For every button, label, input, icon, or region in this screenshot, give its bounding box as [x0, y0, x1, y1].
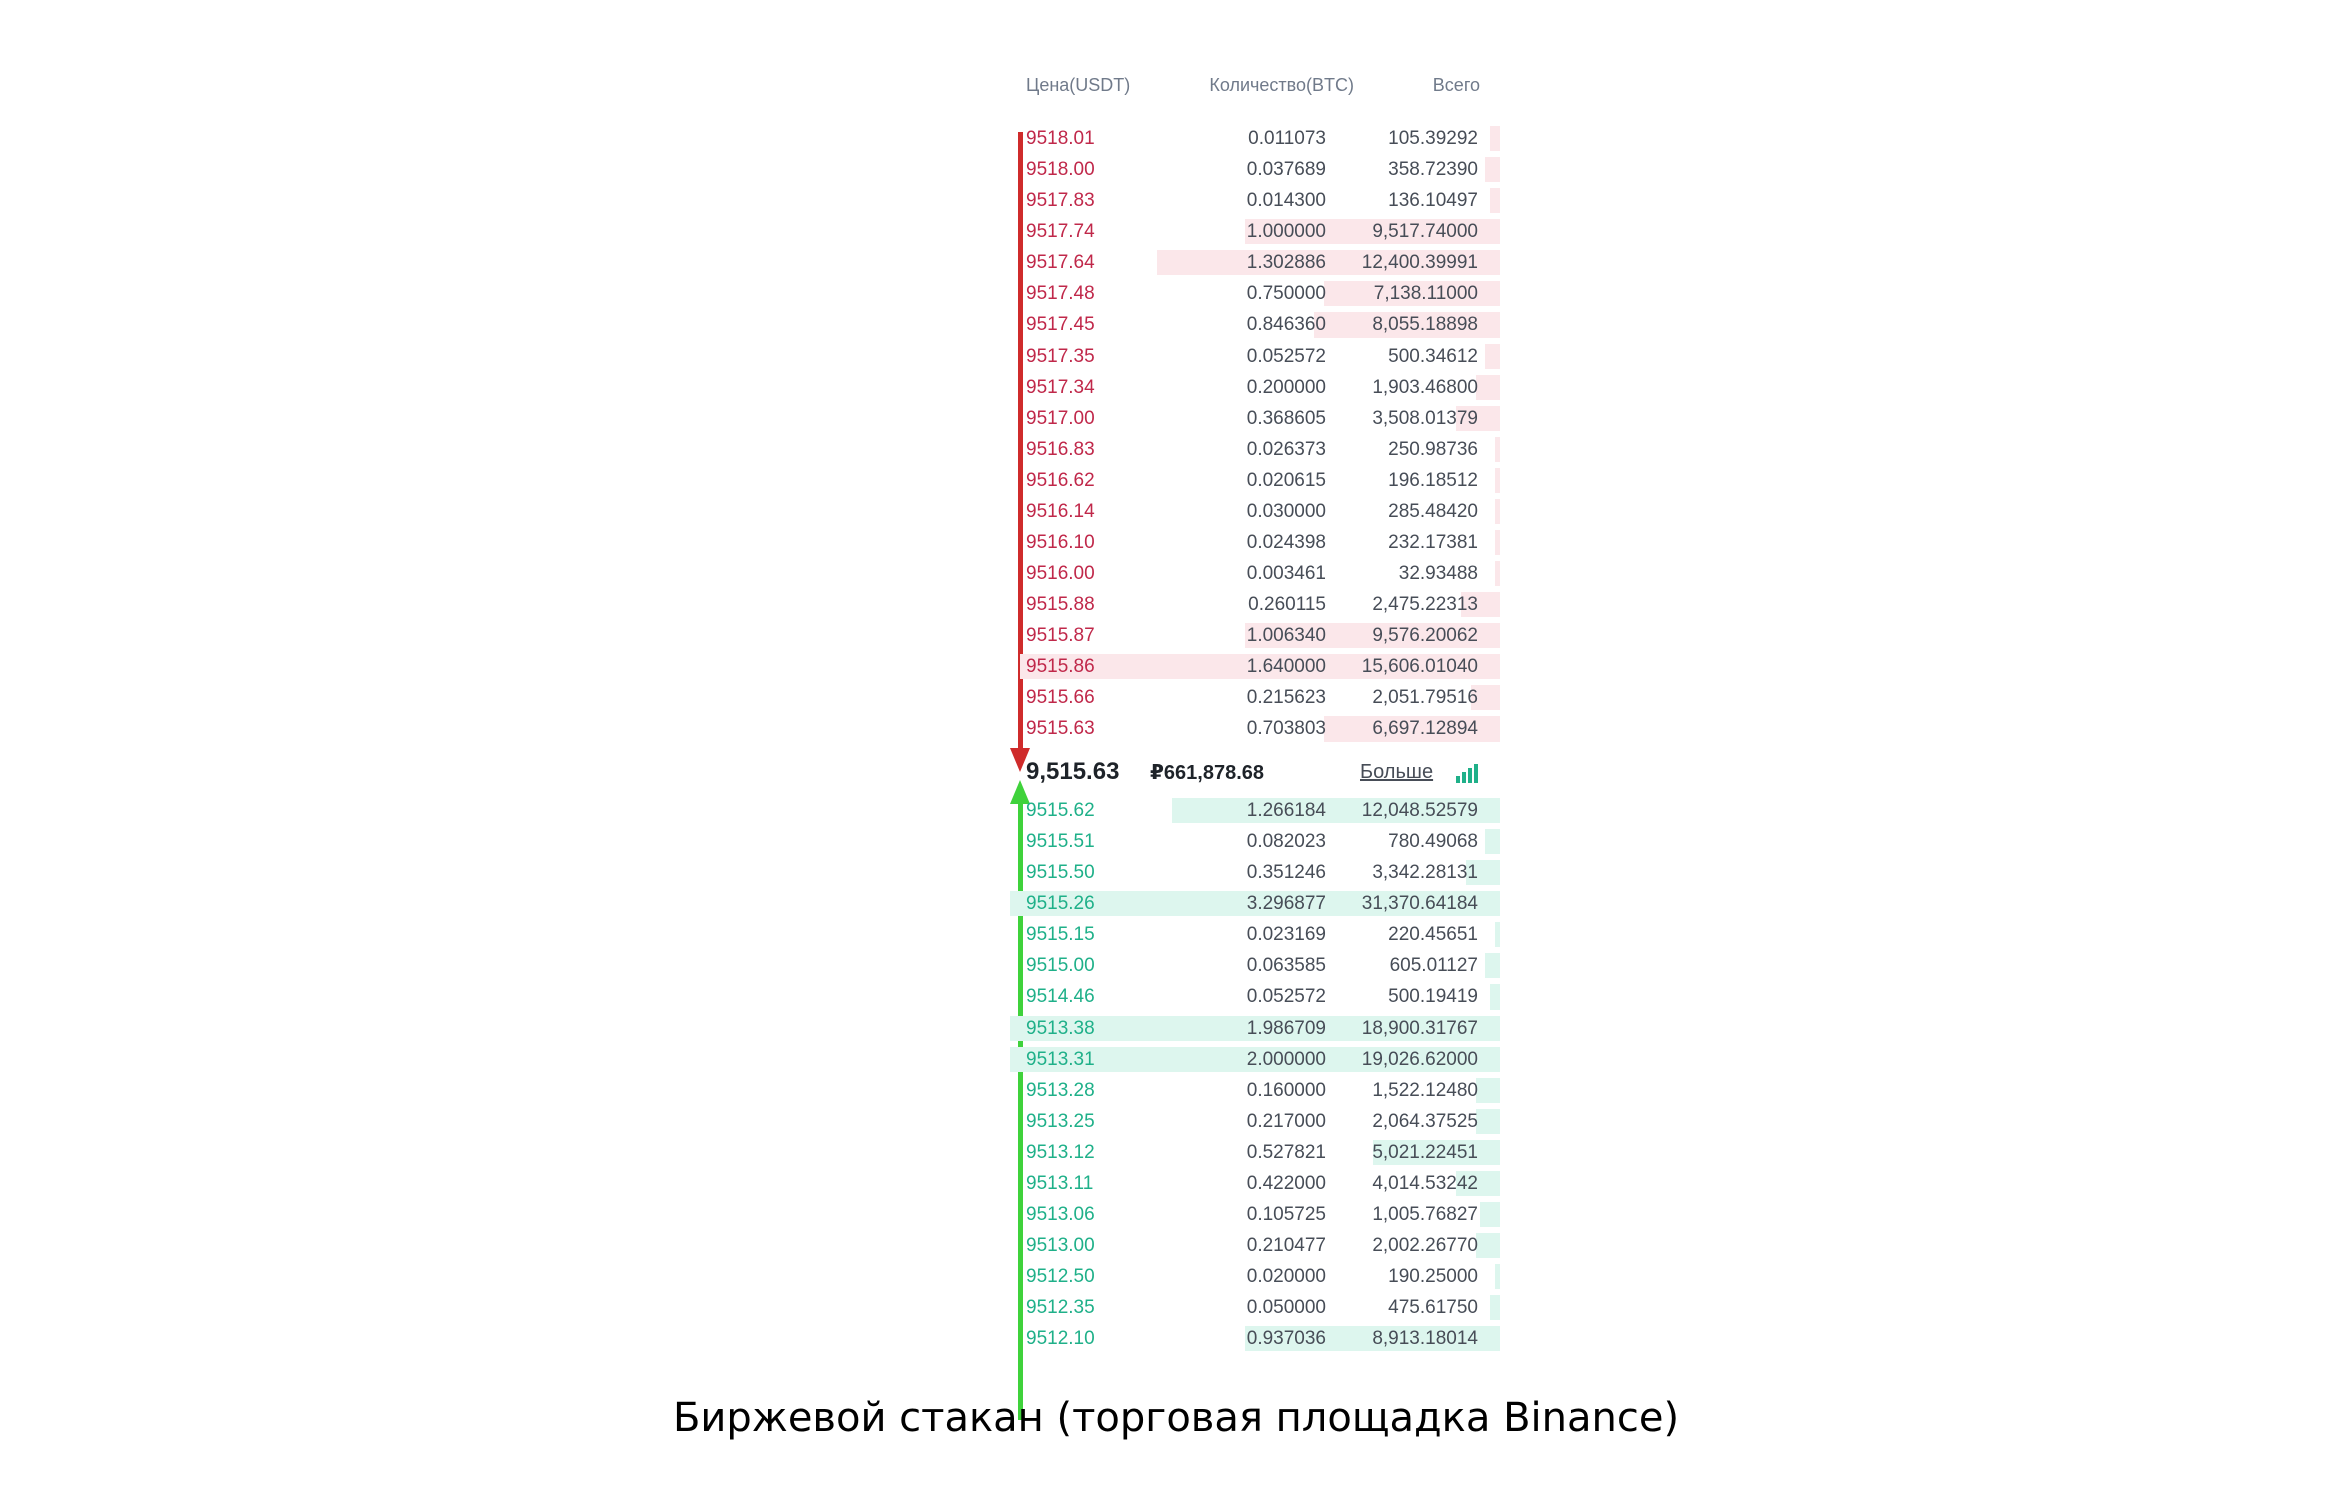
total-cell: 358.72390 — [1388, 159, 1478, 181]
depth-bar — [1490, 188, 1500, 213]
price-cell: 9515.87 — [1026, 625, 1095, 647]
ask-row[interactable] — [1010, 309, 1500, 340]
quantity-cell: 2.000000 — [1246, 1048, 1326, 1070]
total-cell: 500.34612 — [1388, 345, 1478, 367]
quantity-cell: 0.750000 — [1246, 283, 1326, 305]
ask-row[interactable] — [1010, 527, 1500, 558]
quantity-cell: 3.296877 — [1246, 893, 1326, 915]
quantity-cell: 0.026373 — [1246, 438, 1326, 460]
price-cell: 9515.63 — [1026, 718, 1095, 740]
price-cell: 9513.00 — [1026, 1235, 1095, 1257]
depth-bar — [1476, 1233, 1501, 1258]
price-cell: 9517.74 — [1026, 221, 1095, 243]
bid-row[interactable] — [1010, 1168, 1500, 1199]
ask-row[interactable] — [1010, 558, 1500, 589]
quantity-cell: 1.302886 — [1246, 252, 1326, 274]
last-price: 9,515.63 — [1026, 758, 1120, 785]
price-cell: 9515.88 — [1026, 594, 1095, 616]
total-cell: 32.93488 — [1398, 563, 1478, 585]
quantity-cell: 0.703803 — [1246, 718, 1326, 740]
price-cell: 9515.26 — [1026, 893, 1095, 915]
total-cell: 1,005.76827 — [1372, 1204, 1478, 1226]
quantity-cell: 0.052572 — [1246, 986, 1326, 1008]
price-cell: 9515.62 — [1026, 800, 1095, 821]
price-cell: 9514.46 — [1026, 986, 1095, 1008]
depth-bar — [1480, 1202, 1500, 1227]
last-price-rub: ₽661,878.68 — [1150, 762, 1265, 784]
quantity-cell: 0.003461 — [1246, 563, 1326, 585]
total-cell: 6,697.12894 — [1372, 718, 1478, 740]
bid-row[interactable] — [1010, 795, 1500, 826]
total-cell: 2,475.22313 — [1372, 594, 1478, 616]
total-cell: 196.18512 — [1388, 469, 1478, 491]
total-cell: 15,606.01040 — [1361, 656, 1478, 678]
quantity-cell: 1.000000 — [1246, 221, 1326, 243]
total-cell: 220.45651 — [1388, 924, 1478, 946]
total-cell: 4,014.53242 — [1372, 1172, 1478, 1194]
ask-row[interactable] — [1010, 216, 1500, 247]
quantity-cell: 0.063585 — [1246, 955, 1326, 977]
price-cell: 9515.00 — [1026, 955, 1095, 977]
quantity-cell: 1.266184 — [1246, 800, 1326, 821]
ask-row[interactable] — [1010, 713, 1500, 744]
depth-bar — [1495, 468, 1500, 493]
total-cell: 2,064.37525 — [1372, 1110, 1478, 1132]
total-column-header: Всего — [1432, 75, 1480, 95]
price-cell: 9518.00 — [1026, 159, 1095, 181]
depth-bar — [1476, 375, 1501, 400]
quantity-cell: 0.050000 — [1246, 1297, 1326, 1319]
price-cell: 9517.00 — [1026, 407, 1095, 429]
ask-row[interactable] — [1010, 278, 1500, 309]
ask-row[interactable] — [1010, 620, 1500, 651]
bid-row[interactable] — [1010, 857, 1500, 888]
bid-row[interactable] — [1010, 1199, 1500, 1230]
quantity-cell: 0.215623 — [1246, 687, 1326, 709]
total-cell: 605.01127 — [1389, 955, 1478, 977]
price-cell: 9516.00 — [1026, 563, 1095, 585]
price-cell: 9513.31 — [1026, 1048, 1095, 1070]
price-cell: 9517.64 — [1026, 252, 1095, 274]
bid-row[interactable] — [1010, 1323, 1500, 1354]
depth-bar — [1495, 499, 1500, 524]
signal-bars-icon — [1456, 763, 1482, 783]
quantity-cell: 0.082023 — [1246, 831, 1326, 853]
total-cell: 475.61750 — [1388, 1297, 1478, 1319]
bid-row[interactable] — [1010, 1137, 1500, 1168]
bid-row[interactable] — [1010, 1075, 1500, 1106]
price-cell: 9513.38 — [1026, 1017, 1095, 1039]
price-cell: 9516.83 — [1026, 438, 1095, 460]
price-cell: 9515.66 — [1026, 687, 1095, 709]
ask-row[interactable] — [1010, 403, 1500, 434]
depth-bar — [1485, 344, 1500, 369]
total-cell: 9,517.74000 — [1372, 221, 1478, 243]
total-cell: 232.17381 — [1388, 532, 1478, 554]
total-cell: 8,055.18898 — [1372, 314, 1478, 336]
bid-row[interactable] — [1010, 1230, 1500, 1261]
depth-bar — [1490, 984, 1500, 1009]
price-cell: 9513.12 — [1026, 1141, 1095, 1163]
price-cell: 9517.35 — [1026, 345, 1095, 367]
depth-bar — [1495, 1264, 1500, 1289]
bids-list — [1010, 795, 1500, 1354]
price-cell: 9517.48 — [1026, 283, 1095, 305]
bid-row[interactable] — [1010, 1106, 1500, 1137]
price-cell: 9515.86 — [1026, 656, 1095, 678]
order-book-header — [1010, 75, 1500, 105]
bid-row[interactable] — [1010, 1013, 1500, 1044]
bid-row[interactable] — [1010, 1292, 1500, 1323]
more-link[interactable]: Больше — [1360, 761, 1434, 783]
total-cell: 7,138.11000 — [1373, 283, 1478, 305]
total-cell: 31,370.64184 — [1361, 893, 1478, 915]
quantity-cell: 0.020615 — [1246, 469, 1326, 491]
price-cell: 9515.51 — [1026, 831, 1095, 853]
price-cell: 9515.50 — [1026, 862, 1095, 884]
total-cell: 780.49068 — [1388, 831, 1478, 853]
bid-row[interactable] — [1010, 950, 1500, 981]
ask-row[interactable] — [1010, 341, 1500, 372]
quantity-cell: 0.037689 — [1246, 159, 1326, 181]
depth-bar — [1495, 437, 1500, 462]
quantity-cell: 0.024398 — [1246, 532, 1326, 554]
ask-row[interactable] — [1010, 154, 1500, 185]
asks-list — [1010, 123, 1500, 745]
quantity-cell: 0.422000 — [1246, 1172, 1326, 1194]
total-cell: 285.48420 — [1388, 500, 1478, 522]
price-cell: 9517.34 — [1026, 376, 1095, 398]
total-cell: 12,400.39991 — [1361, 252, 1478, 274]
total-cell: 500.19419 — [1388, 986, 1478, 1008]
price-cell: 9517.45 — [1026, 314, 1095, 336]
ask-row[interactable] — [1010, 589, 1500, 620]
ask-row[interactable] — [1010, 123, 1500, 154]
ask-row[interactable] — [1010, 185, 1500, 216]
ask-row[interactable] — [1010, 465, 1500, 496]
depth-bar — [1495, 922, 1500, 947]
ask-row[interactable] — [1010, 372, 1500, 403]
bid-row[interactable] — [1010, 826, 1500, 857]
depth-bar — [1490, 1295, 1500, 1320]
quantity-cell: 0.527821 — [1246, 1141, 1326, 1163]
bid-row[interactable] — [1010, 981, 1500, 1012]
price-cell: 9516.14 — [1026, 500, 1095, 522]
depth-bar — [1495, 530, 1500, 555]
depth-bar — [1485, 157, 1500, 182]
total-cell: 1,522.12480 — [1372, 1079, 1478, 1101]
figure-caption: Биржевой стакан (торговая площадка Binance) — [672, 1395, 1680, 1441]
price-cell: 9516.10 — [1026, 532, 1095, 554]
total-cell: 9,576.20062 — [1372, 625, 1478, 647]
ask-row[interactable] — [1010, 434, 1500, 465]
depth-bar — [1485, 829, 1500, 854]
total-cell: 136.10497 — [1388, 190, 1478, 212]
quantity-cell: 0.052572 — [1246, 345, 1326, 367]
quantity-cell: 0.846360 — [1246, 314, 1326, 336]
quantity-cell: 1.006340 — [1246, 625, 1326, 647]
quantity-cell: 0.160000 — [1246, 1079, 1326, 1101]
ask-row[interactable] — [1010, 651, 1500, 682]
total-cell: 1,903.46800 — [1372, 376, 1478, 398]
bid-row[interactable] — [1010, 919, 1500, 950]
total-cell: 2,002.26770 — [1372, 1235, 1478, 1257]
price-cell: 9512.50 — [1026, 1266, 1095, 1288]
price-cell: 9513.11 — [1026, 1172, 1094, 1194]
price-column-header: Цена(USDT) — [1026, 75, 1131, 95]
ask-row[interactable] — [1010, 682, 1500, 713]
quantity-column-header: Количество(BTC) — [1209, 75, 1354, 95]
total-cell: 105.39292 — [1388, 128, 1478, 149]
bid-row[interactable] — [1010, 1044, 1500, 1075]
price-cell: 9516.62 — [1026, 469, 1095, 491]
quantity-cell: 0.014300 — [1246, 190, 1326, 212]
quantity-cell: 0.937036 — [1246, 1328, 1326, 1350]
price-cell: 9517.83 — [1026, 190, 1095, 212]
total-cell: 18,900.31767 — [1361, 1017, 1478, 1039]
quantity-cell: 0.217000 — [1246, 1110, 1326, 1132]
price-cell: 9513.25 — [1026, 1110, 1095, 1132]
quantity-cell: 0.011073 — [1248, 128, 1326, 149]
total-cell: 5,021.22451 — [1372, 1141, 1478, 1163]
quantity-cell: 0.368605 — [1246, 407, 1326, 429]
total-cell: 190.25000 — [1388, 1266, 1478, 1288]
total-cell: 250.98736 — [1388, 438, 1478, 460]
quantity-cell: 0.030000 — [1246, 500, 1326, 522]
depth-bar — [1495, 561, 1500, 586]
quantity-cell: 0.105725 — [1246, 1204, 1326, 1226]
quantity-cell: 1.986709 — [1246, 1017, 1326, 1039]
depth-bar — [1490, 126, 1500, 151]
depth-bar — [1485, 953, 1500, 978]
ask-row[interactable] — [1010, 247, 1500, 278]
price-cell: 9513.28 — [1026, 1079, 1095, 1101]
price-cell: 9512.10 — [1026, 1328, 1095, 1350]
depth-bar — [1476, 1078, 1501, 1103]
depth-bar — [1476, 1109, 1501, 1134]
total-cell: 2,051.79516 — [1372, 687, 1478, 709]
quantity-cell: 0.351246 — [1246, 862, 1326, 884]
total-cell: 19,026.62000 — [1361, 1048, 1478, 1070]
quantity-cell: 0.200000 — [1246, 376, 1326, 398]
order-book — [1010, 60, 1500, 1360]
quantity-cell: 0.020000 — [1246, 1266, 1326, 1288]
price-cell: 9513.06 — [1026, 1204, 1095, 1226]
ask-row[interactable] — [1010, 496, 1500, 527]
quantity-cell: 0.023169 — [1246, 924, 1326, 946]
total-cell: 3,508.01379 — [1372, 407, 1478, 429]
price-cell: 9515.15 — [1026, 924, 1095, 946]
bid-row[interactable] — [1010, 1261, 1500, 1292]
quantity-cell: 0.260115 — [1248, 594, 1326, 616]
quantity-cell: 1.640000 — [1246, 656, 1326, 678]
price-cell: 9518.01 — [1026, 128, 1095, 149]
total-cell: 12,048.52579 — [1361, 800, 1478, 821]
price-cell: 9512.35 — [1026, 1297, 1095, 1319]
quantity-cell: 0.210477 — [1246, 1235, 1326, 1257]
total-cell: 3,342.28131 — [1372, 862, 1478, 884]
mid-price-row — [1010, 753, 1500, 793]
bid-row[interactable] — [1010, 888, 1500, 919]
total-cell: 8,913.18014 — [1372, 1328, 1478, 1350]
